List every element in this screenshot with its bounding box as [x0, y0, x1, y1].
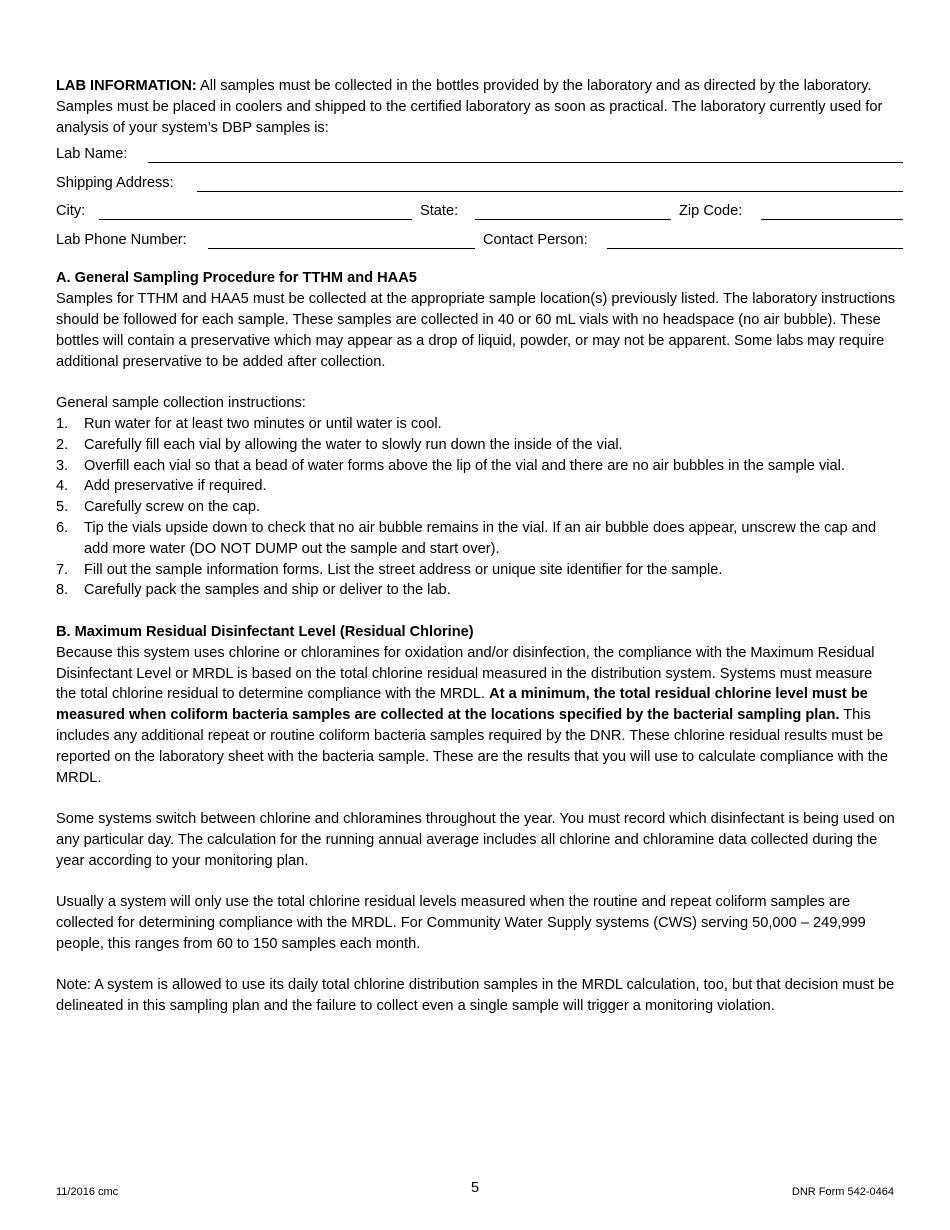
list-item: 7. Fill out the sample information forms. List the street address or unique site identifier for the sample. [56, 561, 723, 578]
section-b-paragraph-2: Some systems switch between chlorine and chloramines throughout the year. You must record which disinfectant is being used on any particular day. The calculation for the running annual average includes all chlorine and chloramine data collected during the year according to your monitoring plan. [56, 811, 895, 869]
lab-name-label: Lab Name: [56, 146, 128, 163]
city-state-zip-row [56, 201, 896, 230]
lab-phone-field[interactable] [208, 248, 475, 249]
lab-info-paragraph [56, 76, 896, 138]
lab-name-field[interactable] [148, 162, 903, 163]
section-b-note: Note: A system is allowed to use its daily total chlorine distribution samples in the MRDL calculation, too, but that decision must be delineated in this sampling plan and the failure to collect even a single sample will trigger a monitoring violation. [56, 977, 895, 1015]
list-item: 2. Carefully fill each vial by allowing the water to slowly run down the inside of the vial. [56, 436, 623, 453]
contact-person-field[interactable] [607, 248, 903, 249]
section-b-paragraph-1: Because this system uses chlorine or chloramines for oxidation and/or disinfection, the compliance with the Maximum Residual Disinfectant Level or MRDL is based on the total chlorine residual measured in the distribution system. Systems must measure the total chlorine residual to determine compliance with the MRDL. At a minimum, the total residual chlorine level must be measured when coliform bacteria samples are collected at the locations specified by the bacterial sampling plan. This includes any additional repeat or routine coliform bacteria samples required by the DNR. These chlorine residual results must be reported on the laboratory sheet with the bacteria sample. These are the results that you will use to calculate compliance with the MRDL. [56, 644, 889, 786]
lab-name-row [56, 144, 896, 173]
collection-instructions-intro: General sample collection instructions: [56, 395, 306, 412]
zip-code-label: Zip Code: [679, 203, 743, 220]
lab-phone-label: Lab Phone Number: [56, 231, 187, 248]
section-a-title: A. General Sampling Procedure for TTHM and HAA5 [56, 270, 417, 287]
shipping-address-field[interactable] [197, 191, 903, 192]
shipping-address-row [56, 173, 896, 202]
lab-info-heading: LAB INFORMATION: [56, 78, 197, 94]
list-item: 8. Carefully pack the samples and ship or deliver to the lab. [56, 582, 451, 599]
state-label: State: [420, 203, 459, 220]
page-number: 5 [471, 1180, 480, 1196]
bold-requirement-text: At a minimum, the total residual chlorine level must be measured when coliform bacteria samples are collected at the locations specified by the bacterial sampling plan. [56, 686, 868, 724]
list-item: 1. Run water for at least two minutes or until water is cool. [56, 415, 442, 432]
list-item: 6. Tip the vials upside down to check that no air bubble remains in the vial. If an air bubble does appear, unscrew the cap and add more water (DO NOT DUMP out the sample and start over). [56, 519, 877, 557]
zip-code-field[interactable] [761, 219, 903, 220]
footer-date: 11/2016 cmc [56, 1186, 119, 1198]
contact-person-label: Contact Person: [483, 231, 588, 248]
city-field[interactable] [99, 219, 412, 220]
phone-contact-row [56, 230, 896, 259]
section-a-paragraph: Samples for TTHM and HAA5 must be collected at the appropriate sample location(s) previously listed. The laboratory instructions should be followed for each sample. These samples are collected in 40 or 60 mL vials with no headspace (no air bubble). These bottles will contain a preservative which may appear as a drop of liquid, powder, or may not be apparent. Some labs may require additional preservative to be added after collection. [56, 291, 895, 370]
list-item: 5. Carefully screw on the cap. [56, 499, 261, 516]
collection-steps-list [56, 414, 896, 601]
shipping-address-label: Shipping Address: [56, 174, 174, 191]
list-item: 3. Overfill each vial so that a bead of water forms above the lip of the vial and there are no air bubbles in the sample vial. [56, 457, 845, 474]
state-field[interactable] [475, 219, 671, 220]
city-label: City: [56, 203, 86, 220]
list-item: 4. Add preservative if required. [56, 478, 267, 495]
section-b-paragraph-3: Usually a system will only use the total chlorine residual levels measured when the routine and repeat coliform samples are collected for determining compliance with the MRDL. For Community Water Supply systems (CWS) serving 50,000 – 249,999 people, this ranges from 60 to 150 samples each month. [56, 894, 866, 952]
lab-info-text: All samples must be collected in the bottles provided by the laboratory and as directed by the laboratory. Samples must be placed in coolers and shipped to the certified laboratory as soon as practical. The laboratory currently used for analysis of your system’s DBP samples is: [56, 78, 883, 136]
form-number: DNR Form 542-0464 [791, 1186, 894, 1198]
section-b-title: B. Maximum Residual Disinfectant Level (Residual Chlorine) [56, 623, 474, 640]
document-page [56, 76, 896, 1017]
